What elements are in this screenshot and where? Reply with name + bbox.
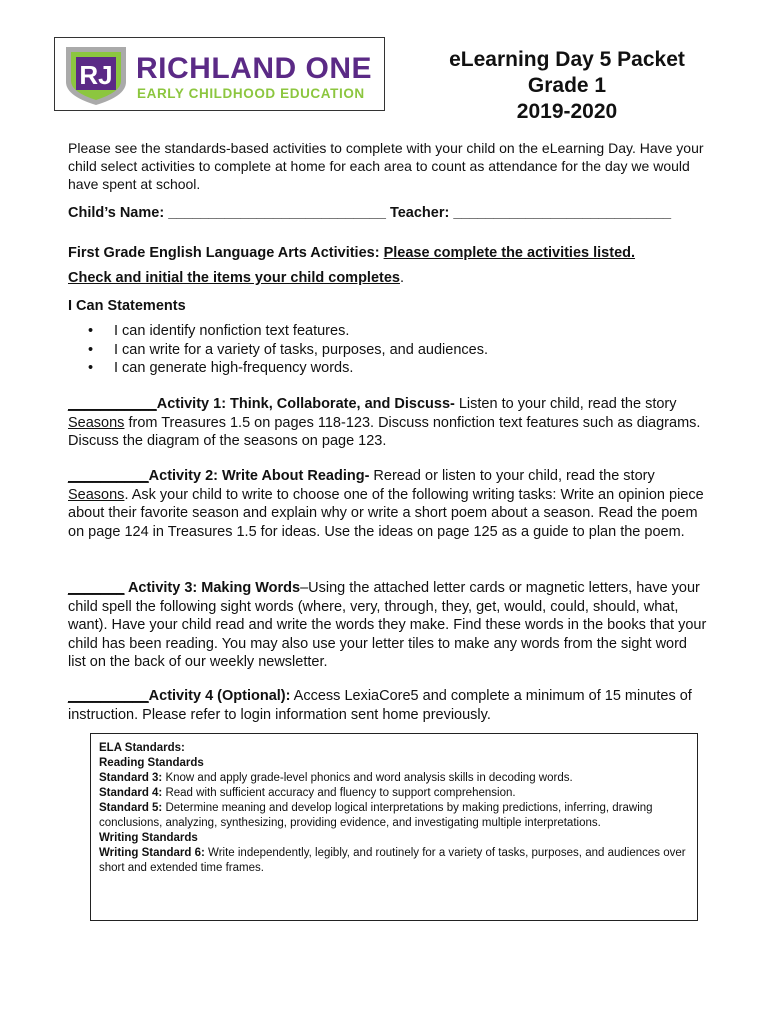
reading-standards-header: Reading Standards bbox=[99, 757, 204, 769]
ican-item-text: I can generate high-frequency words. bbox=[114, 360, 354, 376]
logo-subtitle: EARLY CHILDHOOD EDUCATION bbox=[137, 86, 365, 101]
initial-blank-1[interactable]: ___________ bbox=[68, 396, 157, 412]
standard-3-text: Know and apply grade-level phonics and word analysis skills in decoding words. bbox=[162, 772, 573, 784]
activity-2-title: Activity 2: Write About Reading- bbox=[148, 468, 370, 484]
initial-blank-2[interactable]: __________ bbox=[68, 468, 149, 484]
ela-instruction-1: Please complete the activities listed. bbox=[383, 245, 636, 261]
writing-standards-header: Writing Standards bbox=[99, 832, 198, 844]
standards-box bbox=[90, 733, 698, 921]
title-line-3: 2019-2020 bbox=[516, 100, 618, 123]
initial-blank-4[interactable]: __________ bbox=[68, 688, 149, 704]
school-logo bbox=[54, 37, 385, 111]
shield-logo-icon bbox=[63, 44, 129, 108]
packet-title bbox=[412, 47, 722, 125]
standard-4-label: Standard 4: bbox=[99, 787, 163, 799]
name-fields bbox=[68, 205, 671, 221]
activity-1-text: Listen to your child, read the story bbox=[454, 396, 677, 412]
ela-heading-title: First Grade English Language Arts Activities: bbox=[68, 245, 380, 261]
intro-paragraph: Please see the standards-based activities to complete with your child on the eLearning Day. Have your child select activities to complete at home for each area to count as attendance for the day we would have spent at school. bbox=[68, 140, 704, 192]
svg-text:RJ: RJ bbox=[79, 60, 113, 90]
activity-3-title: Activity 3: Making Words bbox=[124, 580, 301, 596]
activity-1-book-title: Seasons bbox=[68, 414, 125, 431]
standard-4 bbox=[99, 786, 689, 801]
standard-3 bbox=[99, 771, 689, 786]
standard-4-text: Read with sufficient accuracy and fluency to support comprehension. bbox=[162, 787, 516, 799]
teacher-label: Teacher: bbox=[389, 205, 450, 221]
ican-item bbox=[68, 359, 488, 378]
bullet-icon: • bbox=[88, 360, 94, 376]
activity-4-text: Access LexiaCore5 and complete a minimum of 15 minutes of instruction. Please refer to login information sent home previously. bbox=[68, 688, 692, 723]
ela-heading bbox=[68, 241, 708, 291]
ican-item-text: I can identify nonfiction text features. bbox=[114, 323, 350, 339]
activity-3 bbox=[68, 579, 708, 672]
writing-standard-6-text: Write independently, legibly, and routinely for a variety of tasks, purposes, and audiences over short and extended time frames. bbox=[99, 847, 686, 874]
ican-title: I Can Statements bbox=[68, 298, 186, 314]
activity-4-title: Activity 4 (Optional): bbox=[148, 688, 291, 704]
ican-list bbox=[68, 322, 488, 378]
child-name-blank[interactable]: ___________________________ bbox=[168, 205, 386, 221]
bullet-icon: • bbox=[88, 323, 94, 339]
activity-1-title: Activity 1: Think, Collaborate, and Discuss- bbox=[156, 396, 455, 412]
ela-instruction-2: Check and initial the items your child completes bbox=[68, 270, 400, 286]
child-name-label: Child’s Name: bbox=[68, 205, 165, 221]
initial-blank-3[interactable]: _______ bbox=[68, 580, 125, 596]
standards-header: ELA Standards: bbox=[99, 742, 185, 754]
teacher-blank[interactable]: ___________________________ bbox=[453, 205, 672, 221]
ela-period: . bbox=[399, 270, 405, 286]
title-line-2: Grade 1 bbox=[527, 74, 607, 97]
activity-4 bbox=[68, 687, 708, 724]
activity-2 bbox=[68, 467, 708, 541]
standard-3-label: Standard 3: bbox=[99, 772, 163, 784]
standard-5-text: Determine meaning and develop logical interpretations by making predictions, inferring, drawing conclusions, analyzing, synthesizing, providing evidence, and investigating multiple interpretations. bbox=[99, 802, 653, 829]
logo-name: RICHLAND ONE bbox=[136, 52, 372, 85]
activity-2-book-title: Seasons bbox=[68, 486, 125, 503]
activity-3-text: –Using the attached letter cards or magnetic letters, have your child spell the following sight words (where, very, through, they, get, would, could, should, what, want). Have your child read and write the words they make. Find these words in the books that your child has been reading. You may also use your letter tiles to make any words from the sight word list on the back of our weekly newsletter. bbox=[68, 580, 707, 670]
activity-2-text: Reread or listen to your child, read the story bbox=[369, 468, 655, 484]
writing-standard-6 bbox=[99, 846, 689, 876]
activity-1-text-cont: from Treasures 1.5 on pages 118-123. Discuss nonfiction text features such as diagrams. Discuss the diagram of the seasons on page 123. bbox=[68, 414, 701, 449]
standard-5-label: Standard 5: bbox=[99, 802, 163, 814]
activity-2-text-cont: . Ask your child to write to choose one of the following writing tasks: Write an opinion piece about their favorite season and explain why or write a short poem about a season. Read the poem on page 124 in Treasures 1.5 for ideas. Use the ideas on page 125 as a guide to plan the poem. bbox=[68, 486, 704, 540]
ican-item bbox=[68, 322, 488, 341]
ican-item bbox=[68, 341, 488, 360]
standard-5 bbox=[99, 801, 689, 831]
writing-standard-6-label: Writing Standard 6: bbox=[99, 847, 205, 859]
ican-item-text: I can write for a variety of tasks, purposes, and audiences. bbox=[114, 341, 488, 358]
title-line-1: eLearning Day 5 Packet bbox=[449, 48, 685, 71]
bullet-icon: • bbox=[88, 341, 94, 358]
activity-1 bbox=[68, 395, 708, 451]
